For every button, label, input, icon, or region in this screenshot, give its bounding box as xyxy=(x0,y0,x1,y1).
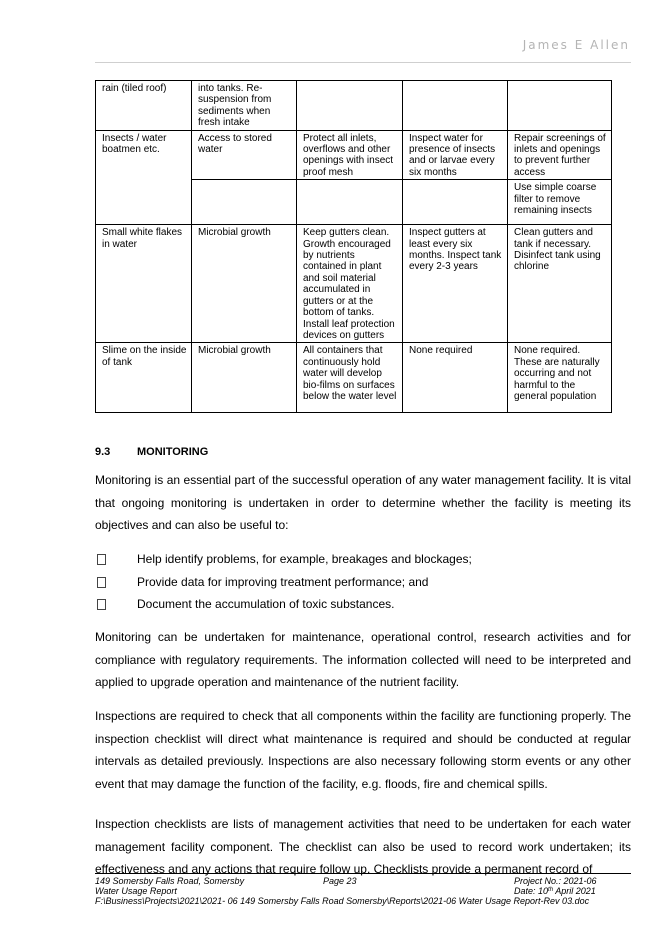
table-row xyxy=(96,81,612,131)
footer-address: 149 Somersby Falls Road, Somersby xyxy=(95,876,245,886)
table-cell xyxy=(403,81,508,131)
table-cell: None required xyxy=(403,343,508,413)
bullet-box-icon xyxy=(97,599,106,610)
list-item: Document the accumulation of toxic substances. xyxy=(95,593,631,616)
footer-divider xyxy=(95,873,631,874)
table-cell: Repair screenings of inlets and openings to prevent further access xyxy=(508,130,612,180)
table-cell: Microbial growth xyxy=(192,343,297,413)
section-heading xyxy=(95,446,208,458)
table-cell: Access to stored water xyxy=(192,130,297,180)
table-cell xyxy=(297,81,403,131)
table-cell xyxy=(403,180,508,225)
footer-project: Project No.: 2021-06 xyxy=(514,876,597,886)
list-item: Help identify problems, for example, breakages and blockages; xyxy=(95,548,631,571)
paragraph-inspections: Inspections are required to check that all components within the facility are functioning properly. The inspection checklist will direct what maintenance is required and should be conducted at regular intervals as detailed previously. Inspections are also necessary following storm events or any other event that may damage the function of the facility, e.g. floods, fire and chemical spills. xyxy=(95,709,631,791)
table-cell: Insects / water boatmen etc. xyxy=(96,130,192,225)
table-cell xyxy=(192,180,297,225)
paragraph-checklists: Inspection checklists are lists of management activities that need to be undertaken for each water management facility component. The checklist can also be used to record work undertaken; its effectiveness and any actions that require follow up. Checklists provide a permanent record of xyxy=(95,817,631,876)
bullet-box-icon xyxy=(97,577,106,588)
table-cell xyxy=(508,81,612,131)
list-item: Provide data for improving treatment performance; and xyxy=(95,571,631,594)
paragraph-intro: Monitoring is an essential part of the successful operation of any water management facility. It is vital that ongoing monitoring is undertaken in order to determine whether the facility is meeting its objectives and can also be useful to: xyxy=(95,473,631,532)
table-cell: None required. These are naturally occurring and not harmful to the general population xyxy=(508,343,612,413)
table-cell: Slime on the inside of tank xyxy=(96,343,192,413)
table-cell: All containers that continuously hold water will develop bio-films on surfaces below the water level xyxy=(297,343,403,413)
table-cell xyxy=(297,180,403,225)
footer-date: Date: 10th April 2021 xyxy=(514,886,596,896)
table-cell: Clean gutters and tank if necessary. Disinfect tank using chlorine xyxy=(508,225,612,343)
table-row xyxy=(96,343,612,413)
section-number: 9.3 xyxy=(95,446,111,458)
header-divider xyxy=(95,62,631,63)
table-cell: Inspect water for presence of insects and or larvae every six months xyxy=(403,130,508,180)
footer-page: Page 23 xyxy=(323,876,357,886)
paragraph-purposes: Monitoring can be undertaken for maintenance, operational control, research activities and for compliance with regulatory requirements. The information collected will need to be interpreted and applied to upgrade operation and maintenance of the nutrient facility. xyxy=(95,630,631,689)
table-row xyxy=(96,130,612,180)
footer-report: Water Usage Report xyxy=(95,886,177,896)
table-cell: Keep gutters clean. Growth encouraged by nutrients contained in plant and soil material accumulated in gutters or at the bottom of tanks. Install leaf protection devices on gutters xyxy=(297,225,403,343)
section-title: MONITORING xyxy=(137,446,209,458)
header-author: James E Allen xyxy=(522,38,630,52)
risk-table xyxy=(95,80,612,413)
footer-file-path: F:\Business\Projects\2021\2021- 06 149 Somersby Falls Road Somersby\Reports\2021-06 Water Usage Report-Rev 03.doc xyxy=(95,896,590,906)
table-cell: Small white flakes in water xyxy=(96,225,192,343)
table-cell: Microbial growth xyxy=(192,225,297,343)
bullet-list xyxy=(95,548,631,616)
table-row xyxy=(96,225,612,343)
table-cell: Use simple coarse filter to remove remaining insects xyxy=(508,180,612,225)
table-cell: into tanks. Re-suspension from sediments when fresh intake xyxy=(192,81,297,131)
table-cell: Protect all inlets, overflows and other openings with insect proof mesh xyxy=(297,130,403,180)
table-cell: rain (tiled roof) xyxy=(96,81,192,131)
bullet-box-icon xyxy=(97,554,106,565)
table-cell: Inspect gutters at least every six months. Inspect tank every 2-3 years xyxy=(403,225,508,343)
